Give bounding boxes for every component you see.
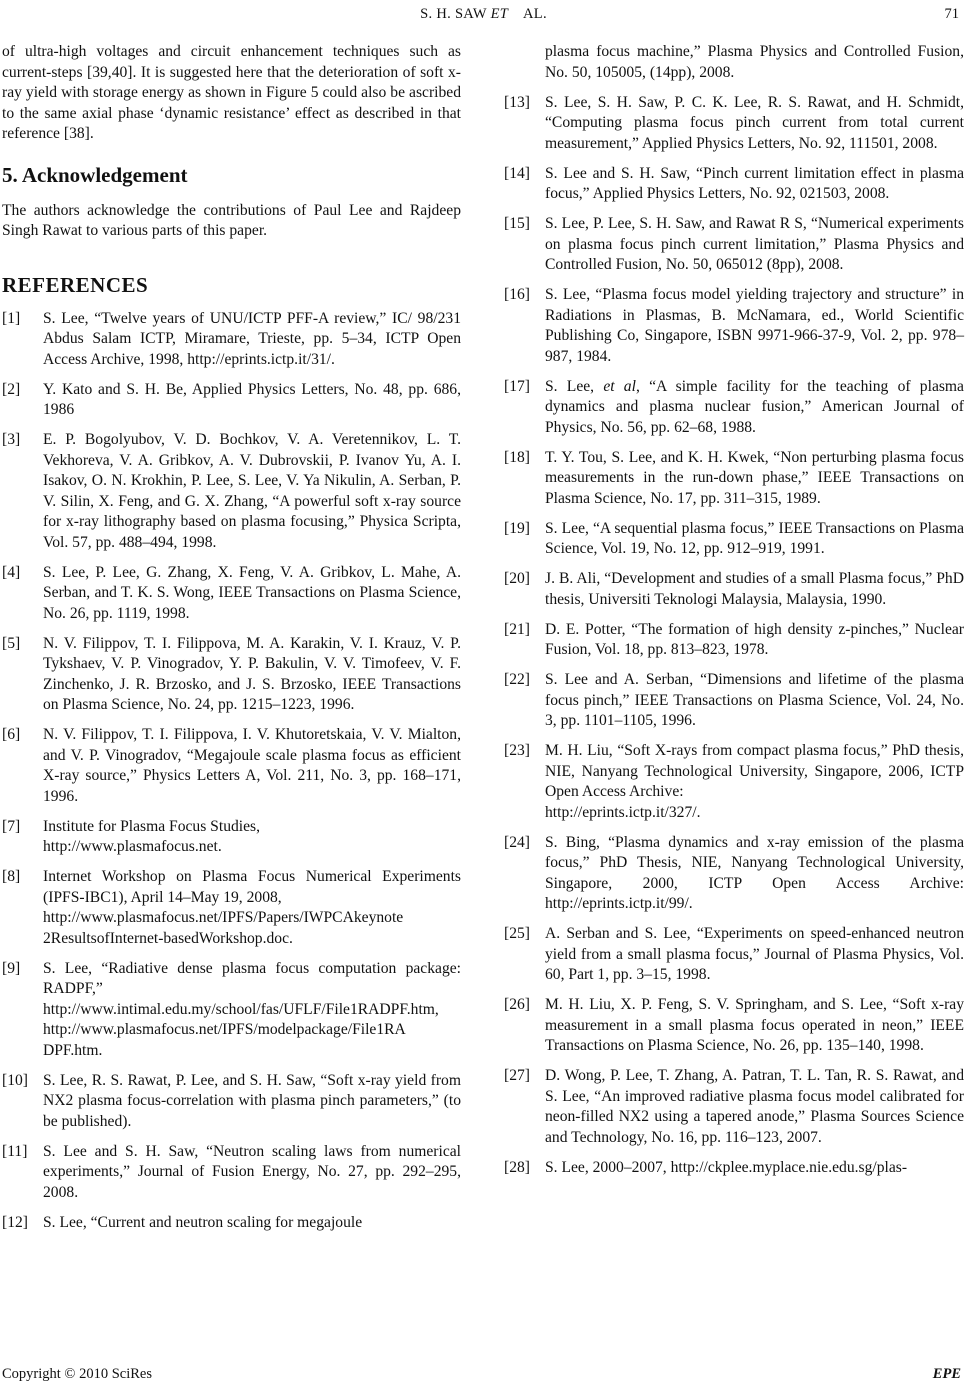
reference-number: [5] bbox=[2, 634, 21, 652]
reference-number: [8] bbox=[2, 868, 21, 885]
reference-item bbox=[504, 519, 964, 560]
reference-list-right bbox=[504, 93, 964, 1179]
running-head-et: ET bbox=[490, 6, 509, 22]
reference-number: [27] bbox=[504, 1067, 530, 1084]
reference-text: S. Lee, “A sequential plasma focus,” IEEE Transactions on Plasma Science, Vol. 19, No. 12, pp. 912–919, 1991. bbox=[545, 519, 964, 557]
reference-item bbox=[504, 214, 964, 276]
reference-text: S. Lee, S. H. Saw, P. C. K. Lee, R. S. Rawat, and H. Schmidt, “Computing plasma focus pinch current from total current measurement,” Applied Physics Letters, No. 92, 111501, 2008. bbox=[545, 93, 964, 152]
reference-text: E. P. Bogolyubov, V. D. Bochkov, V. A. Veretennikov, L. T. Vekhoreva, V. A. Gribkov, A. V. Dubrovskii, P. Ivanov Yu, A. I. Isakov, O. N. Krokhin, P. Lee, S. Lee, V. Ya Nikulin, A. Serban, P. V. Silin, X. Feng, and G. X. Zhang, “A powerful soft x-ray source for x-ray lithography based on plasma focusing,” Physica Scripta, Vol. 57, pp. 488–494, 1998. bbox=[43, 431, 461, 551]
reference-line: 2ResultsofInternet-basedWorkshop.doc. bbox=[43, 929, 293, 947]
reference-item bbox=[504, 995, 964, 1057]
reference-line: http://www.intimal.edu.my/school/fas/UFLF/File1RADPF.htm, bbox=[43, 1000, 439, 1018]
reference-text bbox=[545, 377, 964, 439]
reference-text: N. V. Filippov, T. I. Filippova, M. A. Karakin, V. I. Krauz, V. P. Tykshaev, V. P. Vinogradov, Y. P. Bakulin, V. V. Timofeev, V. F. Zinchenko, J. R. Brzosko, and J. S. Brzosko, IEEE Transactions on Plasma Science, No. 24, pp. 1215–1223, 1996. bbox=[43, 634, 461, 713]
reference-number: [24] bbox=[504, 833, 530, 851]
reference-item bbox=[504, 377, 964, 439]
reference-item bbox=[2, 1213, 461, 1234]
reference-number: [11] bbox=[2, 1142, 28, 1160]
reference-number: [14] bbox=[504, 164, 530, 182]
reference-item bbox=[504, 620, 964, 661]
reference-item bbox=[2, 725, 461, 807]
acknowledgement-heading: 5. Acknowledgement bbox=[2, 162, 188, 187]
reference-text: S. Lee, P. Lee, S. H. Saw, and Rawat R S, “Numerical experiments on plasma focus pinch current limitation,” Plasma Physics and Controlled Fusion, No. 50, 065012 (8pp), 2008. bbox=[545, 215, 964, 273]
reference-text: S. Lee, R. S. Rawat, P. Lee, and S. H. Saw, “Soft x-ray yield from NX2 plasma focus-correlation with plasma pinch parameters,” (to be published). bbox=[43, 1071, 461, 1130]
page-footer bbox=[0, 1364, 967, 1384]
reference-number: [3] bbox=[2, 431, 21, 448]
reference-line: http://eprints.ictp.it/327/. bbox=[545, 803, 701, 821]
reference-item bbox=[2, 1071, 461, 1133]
reference-line: http://www.plasmafocus.net/IPFS/Papers/IWPCAkeynote bbox=[43, 909, 404, 926]
reference-text: S. Lee, “Current and neutron scaling for megajoule bbox=[43, 1213, 363, 1231]
reference-item bbox=[504, 569, 964, 610]
reference-line: Institute for Plasma Focus Studies, bbox=[43, 817, 261, 835]
reference-number: [13] bbox=[504, 93, 530, 111]
reference-number: [28] bbox=[504, 1158, 530, 1176]
page-number: 71 bbox=[944, 6, 959, 22]
running-head bbox=[0, 4, 967, 25]
reference-item bbox=[504, 164, 964, 205]
reference-item bbox=[2, 1142, 461, 1204]
reference-text bbox=[545, 741, 964, 823]
reference-number: [12] bbox=[2, 1213, 28, 1231]
reference-number: [2] bbox=[2, 380, 21, 398]
reference-item bbox=[504, 741, 964, 823]
reference-line: M. H. Liu, “Soft X-rays from compact plasma focus,” PhD thesis, NIE, Nanyang Technological University, Singapore, 2006, ICTP Open Access Archive: bbox=[545, 742, 964, 800]
reference-item bbox=[2, 867, 461, 949]
reference-text: A. Serban and S. Lee, “Experiments on speed-enhanced neutron yield from a small plasma focus,” Journal of Plasma Physics, Vol. 60, Part 1, pp. 3–15, 1998. bbox=[545, 925, 964, 983]
page-header bbox=[0, 2, 967, 22]
reference-item bbox=[504, 93, 964, 155]
reference-text: J. B. Ali, “Development and studies of a small Plasma focus,” PhD thesis, Universiti Teknologi Malaysia, Malaysia, 1990. bbox=[545, 570, 964, 608]
reference-number: [23] bbox=[504, 742, 530, 759]
reference-continuation-text: plasma focus machine,” Plasma Physics and Controlled Fusion, No. 50, 105005, (14pp), 2008. bbox=[545, 43, 964, 81]
reference-text bbox=[43, 867, 461, 949]
reference-item bbox=[504, 833, 964, 915]
reference-line: http://www.plasmafocus.net. bbox=[43, 838, 222, 855]
reference-continuation bbox=[504, 42, 964, 83]
reference-line: http://www.plasmafocus.net/IPFS/modelpackage/File1RA bbox=[43, 1021, 406, 1038]
acknowledgement-paragraph: The authors acknowledge the contributions of Paul Lee and Rajdeep Singh Rawat to various parts of this paper. bbox=[2, 201, 461, 239]
reference-number: [10] bbox=[2, 1071, 28, 1089]
reference-number: [15] bbox=[504, 215, 530, 232]
reference-number: [25] bbox=[504, 925, 530, 942]
reference-text-italic: et al bbox=[603, 377, 636, 395]
reference-number: [1] bbox=[2, 309, 21, 327]
reference-number: [4] bbox=[2, 563, 21, 581]
reference-number: [20] bbox=[504, 570, 530, 587]
reference-text: S. Lee and A. Serban, “Dimensions and lifetime of the plasma focus pinch,” IEEE Transactions on Plasma Science, Vol. 24, No. 3, pp. 1101–1105, 1996. bbox=[545, 671, 964, 729]
reference-text-pre: S. Lee, bbox=[545, 377, 604, 395]
reference-line: S. Lee, “Radiative dense plasma focus computation package: RADPF,” bbox=[43, 959, 461, 997]
reference-text: D. E. Potter, “The formation of high density z-pinches,” Nuclear Fusion, Vol. 18, pp. 813–823, 1978. bbox=[545, 620, 964, 658]
references-heading: REFERENCES bbox=[2, 272, 149, 297]
reference-text bbox=[43, 817, 461, 858]
reference-item bbox=[2, 380, 461, 421]
reference-text-post: , “A simple facility for the teaching of plasma dynamics and plasma nuclear fusion,” American Journal of Physics, No. 56, pp. 62–68, 1988. bbox=[545, 377, 964, 436]
reference-number: [6] bbox=[2, 726, 21, 743]
reference-text: S. Lee and S. H. Saw, “Pinch current limitation effect in plasma focus,” Applied Physics Letters, No. 92, 021503, 2008. bbox=[545, 164, 964, 202]
reference-number: [19] bbox=[504, 519, 530, 537]
reference-text: S. Bing, “Plasma dynamics and x-ray emission of the plasma focus,” PhD Thesis, NIE, Nanyang Technological University, Singapore, 2000, ICTP Open Access Archive: http://eprints.ictp.it/99/. bbox=[545, 833, 964, 912]
intro-paragraph: of ultra-high voltages and circuit enhancement techniques such as current-steps [39,40]. It is suggested here that the deterioration of soft x-ray yield with storage energy as shown in Figure 5 could also be ascribed to the same axial phase ‘dynamic resistance’ effect as described in that reference [38]. bbox=[2, 43, 461, 142]
reference-item bbox=[504, 670, 964, 732]
reference-number: [17] bbox=[504, 377, 530, 395]
reference-number: [26] bbox=[504, 996, 530, 1013]
reference-text: S. Lee, “Plasma focus model yielding trajectory and structure” in Radiations in Plasmas, B. McNamara, ed., World Scientific Publishing Co, Singapore, ISBN 9971-966-37-9, Vol. 2, pp. 978–987, 1984. bbox=[545, 286, 964, 365]
running-head-al: AL. bbox=[523, 6, 547, 22]
reference-item bbox=[504, 924, 964, 986]
reference-item bbox=[2, 563, 461, 625]
reference-item bbox=[2, 309, 461, 371]
right-column bbox=[504, 42, 964, 1188]
reference-number: [21] bbox=[504, 620, 530, 638]
reference-text: N. V. Filippov, T. I. Filippova, I. V. Khutoretskaia, V. V. Mialton, and V. P. Vinogradov, “Megajoule scale plasma focus as efficient X-ray source,” Physics Letters A, Vol. 211, No. 3, pp. 168–171, 1996. bbox=[43, 726, 461, 805]
reference-number: [18] bbox=[504, 448, 530, 466]
reference-number: [22] bbox=[504, 671, 530, 688]
reference-text: S. Lee and S. H. Saw, “Neutron scaling laws from numerical experiments,” Journal of Fusion Energy, No. 27, pp. 292–295, 2008. bbox=[43, 1142, 461, 1201]
reference-item bbox=[2, 430, 461, 553]
reference-item bbox=[504, 285, 964, 367]
reference-text: M. H. Liu, X. P. Feng, S. V. Springham, and S. Lee, “Soft x-ray measurement in a small plasma focus operated in neon,” IEEE Transactions on Plasma Science, No. 26, pp. 135–140, 1998. bbox=[545, 996, 964, 1054]
reference-text: Y. Kato and S. H. Be, Applied Physics Letters, No. 48, pp. 686, 1986 bbox=[43, 380, 461, 418]
reference-text: S. Lee, 2000–2007, http://ckplee.myplace.nie.edu.sg/plas- bbox=[545, 1158, 908, 1176]
reference-list-left bbox=[2, 309, 461, 1234]
reference-item bbox=[2, 634, 461, 716]
reference-text: S. Lee, “Twelve years of UNU/ICTP PFF-A review,” IC/ 98/231 Abdus Salam ICTP, Miramare, Trieste, pp. 5–34, ICTP Open Access Archive, 1998, http://eprints.ictp.it/31/. bbox=[43, 309, 461, 368]
running-head-authors: S. H. SAW bbox=[420, 6, 487, 22]
journal-abbreviation: EPE bbox=[932, 1366, 961, 1382]
reference-text bbox=[43, 959, 461, 1062]
copyright-notice: Copyright © 2010 SciRes bbox=[2, 1366, 152, 1382]
reference-item bbox=[504, 1066, 964, 1148]
reference-text: S. Lee, P. Lee, G. Zhang, X. Feng, V. A. Gribkov, L. Mahe, A. Serban, and T. K. S. Wong, IEEE Transactions on Plasma Science, No. 26, pp. 1119, 1998. bbox=[43, 563, 461, 622]
reference-line: Internet Workshop on Plasma Focus Numerical Experiments (IPFS-IBC1), April 14–May 19, 2008, bbox=[43, 868, 461, 906]
left-column bbox=[2, 42, 461, 1243]
reference-item bbox=[2, 817, 461, 858]
reference-text: D. Wong, P. Lee, T. Zhang, A. Patran, T. L. Tan, R. S. Rawat, and S. Lee, “An improved radiative plasma focus model calibrated for neon-filled NX2 using a tapered anode,” Plasma Sources Science and Technology, No. 16, pp. 116–123, 2007. bbox=[545, 1067, 964, 1146]
reference-number: [7] bbox=[2, 817, 21, 835]
reference-item bbox=[2, 959, 461, 1062]
reference-number: [9] bbox=[2, 959, 21, 977]
reference-line: DPF.htm. bbox=[43, 1041, 103, 1059]
reference-number: [16] bbox=[504, 286, 530, 303]
reference-text: T. Y. Tou, S. Lee, and K. H. Kwek, “Non perturbing plasma focus measurements in the run-down phase,” IEEE Transactions on Plasma Science, No. 17, pp. 311–315, 1989. bbox=[545, 448, 964, 507]
reference-item bbox=[504, 448, 964, 510]
reference-item bbox=[504, 1158, 964, 1179]
